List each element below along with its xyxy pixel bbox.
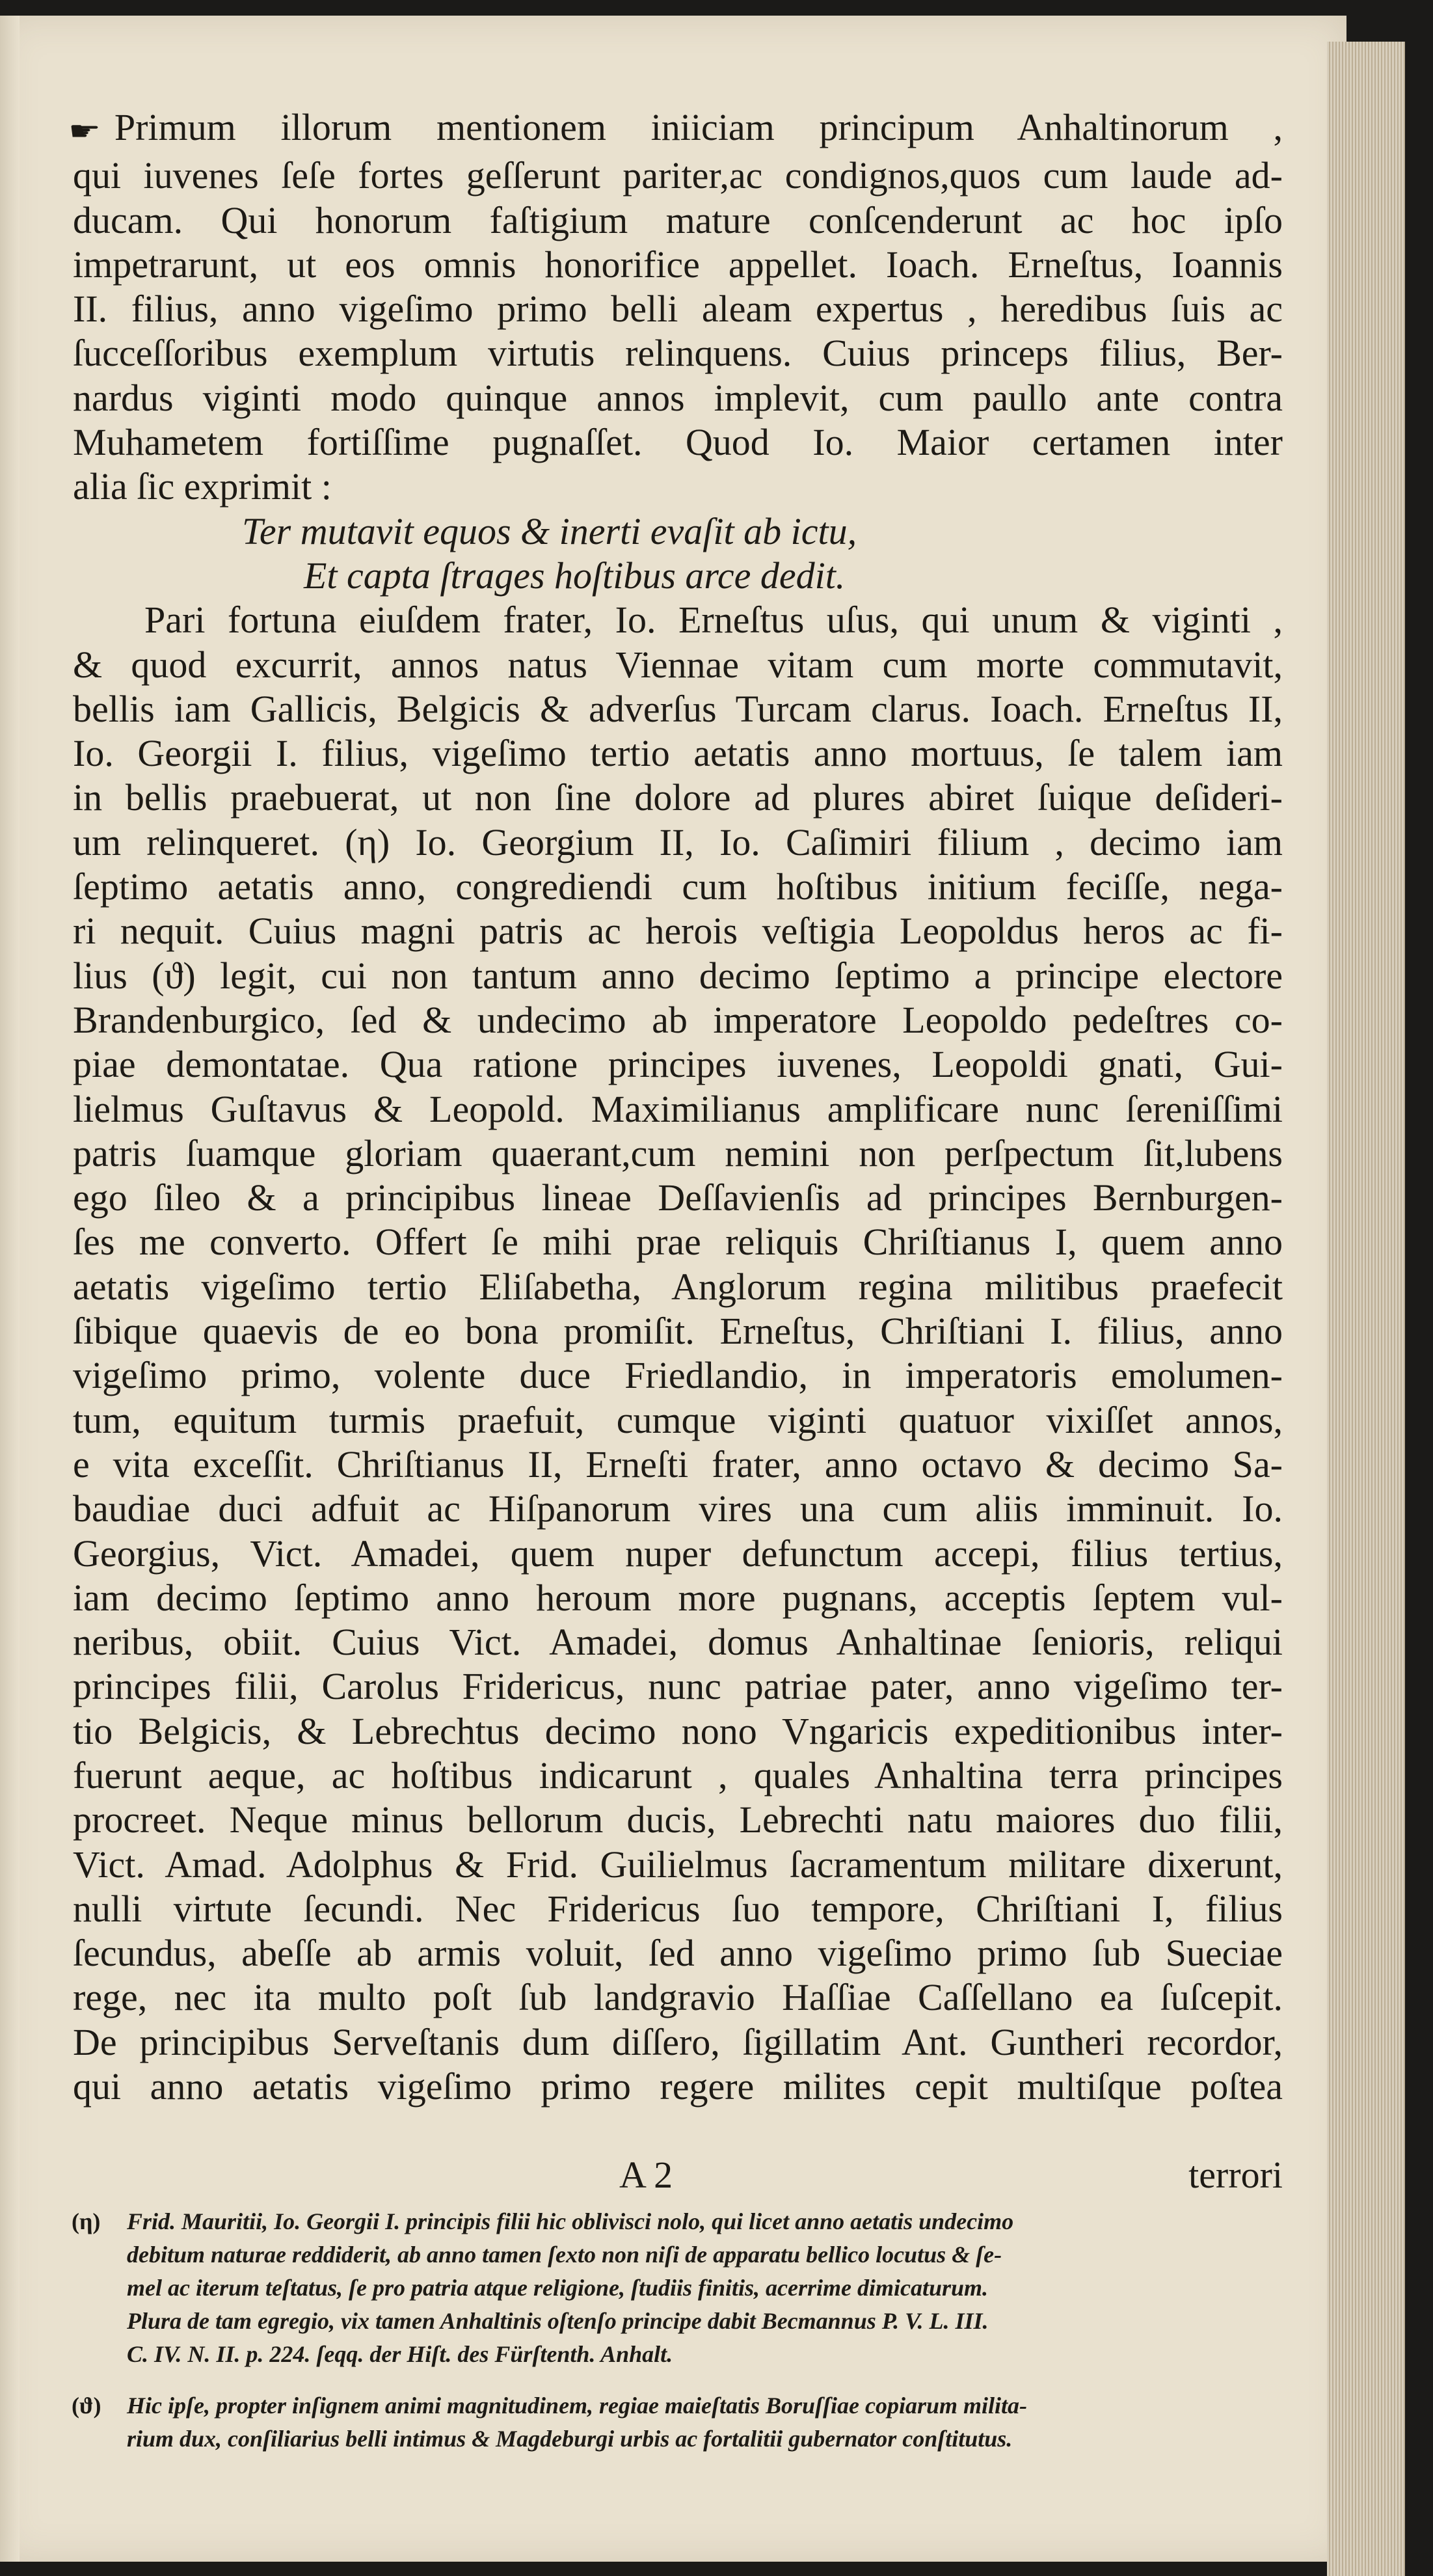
body2-line-22: iam decimo ſeptimo anno heroum more pugnans, acceptis ſeptem vul- [73, 1576, 1283, 1619]
catchword: terrori [1188, 2154, 1283, 2196]
footnote-mark: (ϑ) [72, 2393, 101, 2419]
body-line-3: impetrarunt, ut eos omnis honorifice appellet. Ioach. Erneſtus, Ioannis [73, 243, 1283, 286]
body-line-8: alia ſic exprimit : [73, 465, 332, 508]
footnote-theta [72, 2389, 1281, 2456]
body2-line-33: qui anno aetatis vigeſimo primo regere milites cepit multiſque poſtea [73, 2065, 1283, 2108]
signature-mark: A 2 [619, 2154, 673, 2196]
body-line-1: qui iuvenes ſeſe fortes geſſerunt pariter,ac condignos,quos cum laude ad- [73, 154, 1283, 197]
body-text [68, 105, 1283, 2109]
page-edges [1327, 42, 1405, 2576]
footnote-mark: (η) [72, 2208, 101, 2234]
verse-line-0: Ter mutavit equos & inerti evaſit ab ictu, [242, 509, 857, 552]
body2-line-26: fuerunt aeque, ac hoſtibus indicarunt , quales Anhaltina terra principes [73, 1754, 1283, 1796]
body2-line-15: aetatis vigeſimo tertio Eliſabetha, Anglorum regina militibus praefecit [73, 1265, 1283, 1308]
body2-line-5: um relinqueret. (η) Io. Georgium II, Io. Caſimiri filium , decimo iam [73, 820, 1283, 863]
body2-line-8: lius (ϑ) legit, cui non tantum anno decimo ſeptimo a principe electore [73, 954, 1283, 997]
pointing-hand-icon: ☛ [68, 116, 101, 146]
body2-line-17: vigeſimo primo, volente duce Friedlandio, in imperatoris emolumen- [73, 1354, 1283, 1397]
body2-line-31: rege, nec ita multo poſt ſub landgravio Haſſiae Caſſellano ea ſuſcepit. [73, 1976, 1283, 2019]
body2-line-32: De principibus Serveſtanis dum diſſero, ſigillatim Ant. Guntheri recordor, [73, 2020, 1283, 2063]
body2-line-25: tio Belgicis, & Lebrechtus decimo nono Vngaricis expeditionibus inter- [73, 1709, 1283, 1752]
footnote-line: mel ac iterum teſtatus, ſe pro patria atque religione, ſtudiis finitis, acerrime dimicaturum. [127, 2275, 989, 2301]
footnote-line: rium dux, conſiliarius belli intimus & Magdeburgi urbis ac fortalitii gubernator conſtitutus. [127, 2426, 1013, 2452]
body2-line-29: nulli virtute ſecundi. Nec Fridericus ſuo tempore, Chriſtiani I, filius [73, 1887, 1283, 1930]
body2-line-20: baudiae duci adfuit ac Hiſpanorum vires una cum aliis imminuit. Io. [73, 1487, 1283, 1530]
body2-line-9: Brandenburgico, ſed & undecimo ab imperatore Leopoldo pedeſtres co- [73, 998, 1283, 1041]
body2-line-11: lielmus Guſtavus & Leopold. Maximilianus amplificare nunc ſereniſſimi [73, 1087, 1283, 1130]
book-page [0, 16, 1346, 2562]
footnotes [72, 2205, 1281, 2456]
page-gutter [0, 16, 20, 2562]
body2-line-6: ſeptimo aetatis anno, congrediendi cum hoſtibus initium feciſſe, nega- [73, 865, 1283, 908]
body-line-6: nardus viginti modo quinque annos implevit, cum paullo ante contra [73, 376, 1283, 419]
body2-line-13: ego ſileo & a principibus lineae Deſſavienſis ad principes Bernburgen- [73, 1176, 1283, 1219]
body2-line-18: tum, equitum turmis praefuit, cumque viginti quatuor vixiſſet annos, [73, 1398, 1283, 1441]
footnote-line: Plura de tam egregio, vix tamen Anhaltinis oſtenſo principe dabit Becmannus P. V. L. III. [127, 2308, 989, 2334]
body-line-4: II. filius, anno vigeſimo primo belli aleam expertus , heredibus ſuis ac [73, 288, 1283, 331]
body2-line-14: ſes me converto. Offert ſe mihi prae reliquis Chriſtianus I, quem anno [73, 1221, 1283, 1264]
footnote-line: Hic ipſe, propter inſignem animi magnitudinem, regiae maieſtatis Boruſſiae copiarum milita- [127, 2393, 1028, 2419]
body2-line-30: ſecundus, abeſſe ab armis voluit, ſed anno vigeſimo primo ſub Sueciae [73, 1932, 1283, 1975]
body2-line-12: patris ſuamque gloriam quaerant,cum nemini non perſpectum ſit,lubens [73, 1132, 1283, 1174]
body2-line-19: e vita exceſſit. Chriſtianus II, Erneſti frater, anno octavo & decimo Sa- [73, 1443, 1283, 1485]
body2-line-1: & quod excurrit, annos natus Viennae vitam cum morte commutavit, [73, 643, 1283, 686]
body-line-0: ☛ Primum illorum mentionem iniiciam principum Anhaltinorum , [73, 105, 1283, 154]
body2-line-3: Io. Georgii I. filius, vigeſimo tertio aetatis anno mortuus, ſe talem iam [73, 732, 1283, 775]
body2-line-2: bellis iam Gallicis, Belgicis & adverſus Turcam clarus. Ioach. Erneſtus II, [73, 687, 1283, 730]
footnote-line: C. IV. N. II. p. 224. ſeqq. der Hiſt. des Fürſtenth. Anhalt. [127, 2341, 673, 2367]
body-line-7: Muhametem fortiſſime pugnaſſet. Quod Io. Maior certamen inter [73, 421, 1283, 464]
body-line-5: ſucceſſoribus exemplum virtutis relinquens. Cuius princeps filius, Ber- [73, 332, 1283, 375]
body2-line-16: ſibique quaevis de eo bona promiſit. Erneſtus, Chriſtiani I. filius, anno [73, 1310, 1283, 1353]
body-line-2: ducam. Qui honorum faſtigium mature conſcenderunt ac hoc ipſo [73, 198, 1283, 241]
body2-line-24: principes filii, Carolus Fridericus, nunc patriae pater, anno vigeſimo ter- [73, 1665, 1283, 1708]
body2-line-28: Vict. Amad. Adolphus & Frid. Guilielmus ſacramentum militare dixerunt, [73, 1843, 1283, 1886]
body2-line-10: piae demontatae. Qua ratione principes iuvenes, Leopoldi gnati, Gui- [73, 1043, 1283, 1086]
body2-line-4: in bellis praebuerat, ut non ſine dolore ad plures abiret ſuique deſideri- [73, 776, 1283, 819]
footnote-line: Frid. Mauritii, Io. Georgii I. principis filii hic oblivisci nolo, qui licet anno aetatis undecimo [127, 2208, 1014, 2234]
verse-line-1: Et capta ſtrages hoſtibus arce dedit. [304, 554, 846, 597]
body2-line-21: Georgius, Vict. Amadei, quem nuper defunctum accepi, filius tertius, [73, 1532, 1283, 1575]
body2-line-7: ri nequit. Cuius magni patris ac herois veſtigia Leopoldus heros ac fi- [73, 910, 1283, 953]
footnote-line: debitum naturae reddiderit, ab anno tamen ſexto non niſi de apparatu bellico locutus & ſe- [127, 2242, 1002, 2268]
body2-line-27: procreet. Neque minus bellorum ducis, Lebrechti natu maiores duo filii, [73, 1798, 1283, 1841]
footnote-eta [72, 2205, 1281, 2371]
body2-line-23: neribus, obiit. Cuius Vict. Amadei, domus Anhaltinae ſenioris, reliqui [73, 1621, 1283, 1664]
body2-line-0: Pari fortuna eiuſdem frater, Io. Erneſtus uſus, qui unum & viginti , [144, 599, 1283, 642]
